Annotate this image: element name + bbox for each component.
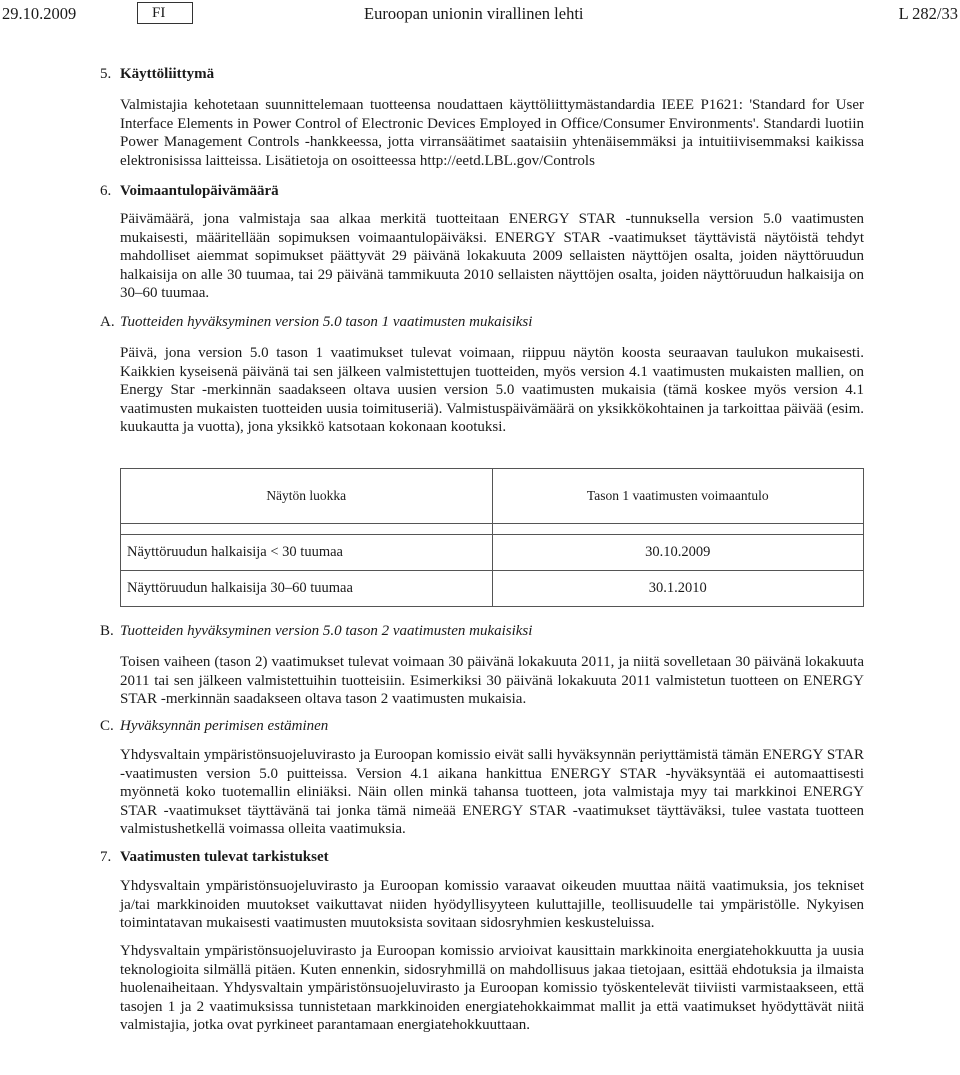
- table-row: [121, 535, 864, 571]
- section-5-heading: [100, 66, 214, 83]
- subsection-title: Hyväksynnän perimisen estäminen: [120, 718, 329, 734]
- section-5-text: Valmistajia kehotetaan suunnittelemaan tuotteensa noudattaen käyttöliittymästandardia IEEE P1621: 'Standard for User Interface Elements in Power Control of Electronic Devices Employed in Office/Consumer Environments'. Standardi luotiin Power Management Controls -hankkeessa, jotta virransäätimet saataisiin yhtenäisemmäksi ja intuitiivisemmaksi kaikissa elektronisissa laitteissa. Lisätietoja on osoitteessa http://eetd.LBL.gov/Controls: [120, 97, 864, 169]
- page-header: [0, 0, 960, 30]
- table-spacer-row: [121, 524, 864, 535]
- subsection-letter: C.: [100, 718, 114, 734]
- subsection-c-heading: [100, 718, 328, 735]
- table-header: Tason 1 vaatimusten voimaantulo: [492, 469, 864, 524]
- table-cell: 30.1.2010: [492, 571, 864, 607]
- section-number: 5.: [100, 66, 112, 82]
- language-badge: FI: [137, 2, 193, 24]
- section-7-text-2: Yhdysvaltain ympäristönsuojeluvirasto ja Euroopan komissio arvioivat kausittain markkinoita energiatehokkuutta ja uusia teknologioita silmällä pitäen. Kuten ennenkin, sidosryhmillä on mahdollisuus jakaa tietojaan, esittää ehdotuksia ja ilmaista huolenaiheitaan. Yhdysvaltain ympäristönsuojeluvirasto ja Euroopan komissio työskentelevät tiiviisti varmistaakseen, että tasojen 1 ja 2 vaatimuksissa tunnistetaan markkinoiden energiatehokkaimmat mallit ja että vaatimukset hyödyttävät niitä valmistajia, jotka ovat pyrkineet parantamaan energiatehokkuuttaan.: [120, 943, 864, 1034]
- table-header-row: [121, 469, 864, 524]
- subsection-c-text: Yhdysvaltain ympäristönsuojeluvirasto ja Euroopan komissio eivät salli hyväksynnän periyttämistä tämän ENERGY STAR -vaatimusten version 5.0 puitteissa. Version 4.1 aikana hankittua ENERGY STAR -hyväksyntää ei automaattisesti myönnetä koko tuotemallin eliniäksi. Näin ollen minkä tahansa tuotteen, jota valmistaja myy tai markkinoi ENERGY STAR -vaatimukset täyttävänä tai jonka tämä nimeää ENERGY STAR -vaatimukset täyttäväksi, tulee vastata tuotteen valmistushetkellä voimassa olleita vaatimuksia.: [120, 747, 864, 838]
- journal-title: Euroopan unionin virallinen lehti: [364, 4, 584, 23]
- section-6-text: Päivämäärä, jona valmistaja saa alkaa merkitä tuotteitaan ENERGY STAR -tunnuksella version 5.0 vaatimusten mukaisesti, määritellään sopimuksen voimaantulopäiväksi. ENERGY STAR -vaatimukset täyttävistä näytöistä tehdyt mahdolliset aiemmat sopimukset päättyvät 29 päivänä lokakuuta 2009 sellaisten näyttöjen osalta, joiden näyttöruudun halkaisija on alle 30 tuumaa, tai 29 päivänä tammikuuta 2010 sellaisten näyttöjen osalta, joiden näyttöruudun halkaisija on 30–60 tuumaa.: [120, 211, 864, 302]
- section-6-heading: [100, 183, 279, 200]
- section-7-text-1: Yhdysvaltain ympäristönsuojeluvirasto ja Euroopan komissio varaavat oikeuden muuttaa näitä vaatimuksia, jos tekniset ja/tai markkinoiden muutokset vaikuttavat niiden hyödyllisyyteen kuluttajille, teollisuudelle tai ympäristölle. Nykyisen toimintatavan mukaisesti vaatimusten muutoksista sovitaan sidosryhmien keskusteluissa.: [120, 878, 864, 932]
- section-number: 6.: [100, 183, 112, 199]
- page-number: L 282/33: [898, 4, 958, 23]
- subsection-a-heading: [100, 314, 532, 331]
- subsection-title: Tuotteiden hyväksyminen version 5.0 tason 2 vaatimusten mukaisiksi: [120, 623, 533, 639]
- publication-date: 29.10.2009: [2, 4, 77, 23]
- section-title: Käyttöliittymä: [120, 66, 215, 82]
- table-cell: 30.10.2009: [492, 535, 864, 571]
- section-title: Vaatimusten tulevat tarkistukset: [120, 849, 329, 865]
- section-title: Voimaantulopäivämäärä: [120, 183, 279, 199]
- subsection-b-text: Toisen vaiheen (tason 2) vaatimukset tulevat voimaan 30 päivänä lokakuuta 2011, ja niitä sovelletaan 30 päivänä lokakuuta 2011 tai sen jälkeen valmistettuihin tuotteisiin. Esimerkiksi 30 päivänä lokakuuta 2011 valmistetun tuotteen on ENERGY STAR -merkinnän saadakseen oltava tason 2 vaatimusten mukaisia.: [120, 654, 864, 708]
- subsection-title: Tuotteiden hyväksyminen version 5.0 tason 1 vaatimusten mukaisiksi: [120, 314, 533, 330]
- table-cell: Näyttöruudun halkaisija < 30 tuumaa: [121, 535, 493, 571]
- section-7-heading: [100, 849, 329, 866]
- subsection-letter: B.: [100, 623, 114, 639]
- deadline-table: [120, 468, 864, 607]
- table-row: [121, 571, 864, 607]
- table-header: Näytön luokka: [121, 469, 493, 524]
- subsection-a-text: Päivä, jona version 5.0 tason 1 vaatimukset tulevat voimaan, riippuu näytön koosta seuraavan taulukon mukaisesti. Kaikkien kyseisenä päivänä tai sen jälkeen valmistettujen tuotteiden, myös version 4.1 vaatimusten mukaisten mallien, on Energy Star -merkinnän saadakseen oltava uusien version 5.0 vaatimusten mukaisia (tämä koskee myös version 4.1 vaatimusten mukaisten tuotteiden uusia toimituseriä). Valmistuspäivämäärä on yksikkökohtainen ja tarkoittaa päivää (esim. kuukautta ja vuotta), jona yksikkö katsotaan kokonaan kootuksi.: [120, 345, 864, 436]
- table-cell: Näyttöruudun halkaisija 30–60 tuumaa: [121, 571, 493, 607]
- section-number: 7.: [100, 849, 112, 865]
- subsection-letter: A.: [100, 314, 115, 330]
- subsection-b-heading: [100, 623, 532, 640]
